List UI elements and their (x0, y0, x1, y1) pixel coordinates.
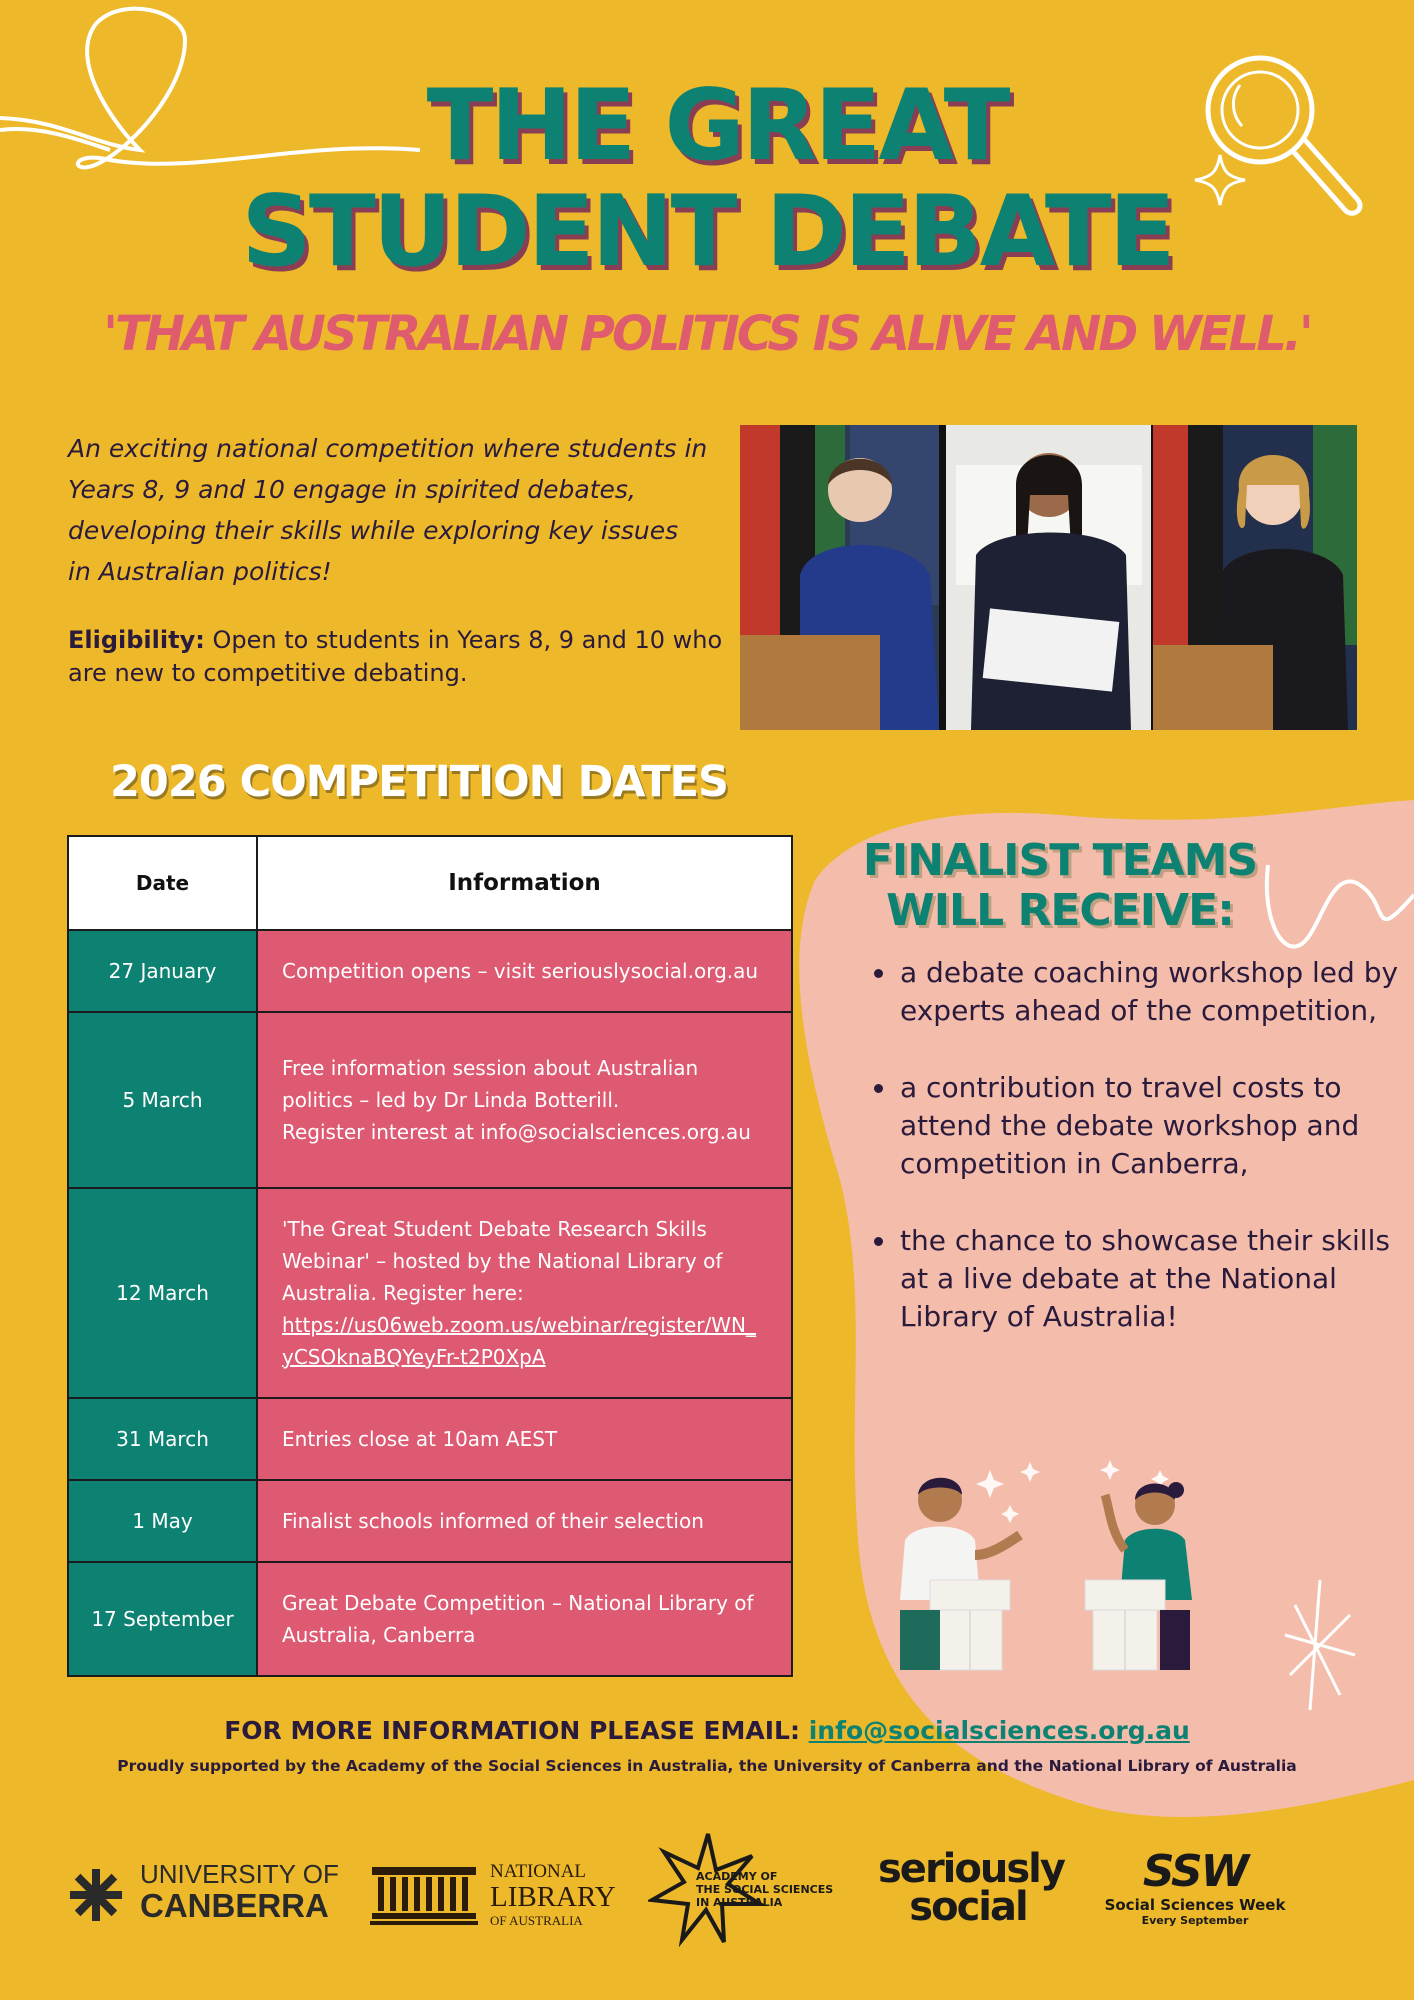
ssw-mark: SSW (1142, 1846, 1248, 1897)
student-photo-collage (740, 425, 1357, 730)
webinar-register-link[interactable]: https://us06web.zoom.us/webinar/register/WN_yCSOknaBQYeyFr-t2P0XpA (282, 1313, 757, 1369)
photo-student-1 (740, 425, 944, 730)
list-item: a debate coaching workshop led by experts ahead of the competition, (900, 954, 1400, 1030)
table-row (68, 1188, 792, 1398)
eligibility-paragraph (68, 624, 738, 690)
row-date: 1 May (68, 1480, 257, 1562)
contact-label: FOR MORE INFORMATION PLEASE EMAIL: (224, 1716, 800, 1745)
uc-line-1: UNIVERSITY OF (140, 1859, 339, 1889)
title-line-1: THE GREAT (426, 69, 1008, 183)
nla-line-3: OF AUSTRALIA (490, 1913, 583, 1928)
contact-line (0, 1716, 1414, 1745)
nla-line-2: LIBRARY (490, 1881, 616, 1913)
eligibility-label: Eligibility: (68, 626, 205, 654)
list-item: the chance to showcase their skills at a live debate at the National Library of Australia! (900, 1222, 1400, 1336)
uc-emblem-icon (68, 1867, 124, 1923)
row-info: Competition opens – visit seriouslysocial.org.au (257, 930, 792, 1012)
table-row (68, 1562, 792, 1676)
nla-building-icon (370, 1863, 478, 1927)
starburst-icon (1280, 1575, 1360, 1715)
row-info: Finalist schools informed of their selection (257, 1480, 792, 1562)
eligibility-text: Open to students in Years 8, 9 and 10 who are new to competitive debating. (68, 626, 723, 687)
row-date: 12 March (68, 1188, 257, 1398)
competition-dates-table (67, 835, 793, 1677)
assa-line-1: ACADEMY OF (696, 1870, 778, 1883)
finalist-heading (850, 836, 1270, 936)
row-info: Great Debate Competition – National Library of Australia, Canberra (257, 1562, 792, 1676)
university-of-canberra-logo[interactable] (68, 1845, 348, 1935)
table-row (68, 1398, 792, 1480)
finalist-heading-line-1: FINALIST TEAMS (862, 835, 1258, 886)
contact-email-link[interactable]: info@socialsciences.org.au (808, 1716, 1190, 1745)
finalist-heading-line-2: WILL RECEIVE: (886, 885, 1234, 936)
photo-student-3 (1153, 425, 1357, 730)
photo-student-2 (946, 425, 1150, 730)
assa-text (696, 1870, 833, 1909)
national-library-logo[interactable] (370, 1845, 630, 1935)
ss-line-2: social (909, 1884, 1027, 1930)
row-info-text: 'The Great Student Debate Research Skills Webinar' – hosted by the National Library of Australia. Register here: (282, 1217, 723, 1305)
competition-dates-heading: 2026 COMPETITION DATES (110, 757, 728, 807)
row-info-line: Free information session about Australian politics – led by Dr Linda Botterill. (282, 1056, 699, 1112)
column-header-information: Information (257, 836, 792, 930)
row-info: Entries close at 10am AEST (257, 1398, 792, 1480)
assa-line-2: THE SOCIAL SCIENCES (696, 1883, 834, 1896)
ssw-line-2: Every September (1141, 1914, 1249, 1927)
wave-doodle-icon (1260, 855, 1414, 965)
title-line-2: STUDENT DEBATE (241, 175, 1173, 289)
assa-line-3: IN AUSTRALIA (696, 1896, 783, 1909)
ssw-line-1: Social Sciences Week (1104, 1896, 1286, 1914)
row-date: 31 March (68, 1398, 257, 1480)
seriously-social-logo[interactable] (878, 1846, 1064, 1940)
finalist-benefits-list (870, 954, 1400, 1375)
uc-line-2: CANBERRA (140, 1887, 329, 1924)
supporters-text: Proudly supported by the Academy of the Social Sciences in Australia, the University of Canberra and the National Library of Australia (117, 1757, 1297, 1775)
nla-line-1: NATIONAL (490, 1861, 587, 1882)
row-info (257, 1188, 792, 1398)
debaters-illustration (870, 1460, 1230, 1680)
table-row (68, 930, 792, 1012)
social-sciences-week-logo[interactable] (1100, 1848, 1290, 1938)
row-info-line: Register interest at info@socialsciences.org.au (282, 1120, 751, 1144)
row-info (257, 1012, 792, 1188)
subtitle: 'THAT AUSTRALIAN POLITICS IS ALIVE AND WELL.' (103, 306, 1311, 362)
column-header-date: Date (68, 836, 257, 930)
academy-social-sciences-logo[interactable] (648, 1830, 848, 1950)
table-header-row (68, 836, 792, 930)
table-row (68, 1012, 792, 1188)
table-row (68, 1480, 792, 1562)
ss-line-1: seriously (878, 1846, 1064, 1892)
row-date: 17 September (68, 1562, 257, 1676)
row-date: 27 January (68, 930, 257, 1012)
row-date: 5 March (68, 1012, 257, 1188)
intro-paragraph: An exciting national competition where students in Years 8, 9 and 10 engage in spirited debates, developing their skills while exploring key issues in Australian politics! (68, 434, 708, 586)
list-item: a contribution to travel costs to attend the debate workshop and competition in Canberra, (900, 1069, 1400, 1183)
